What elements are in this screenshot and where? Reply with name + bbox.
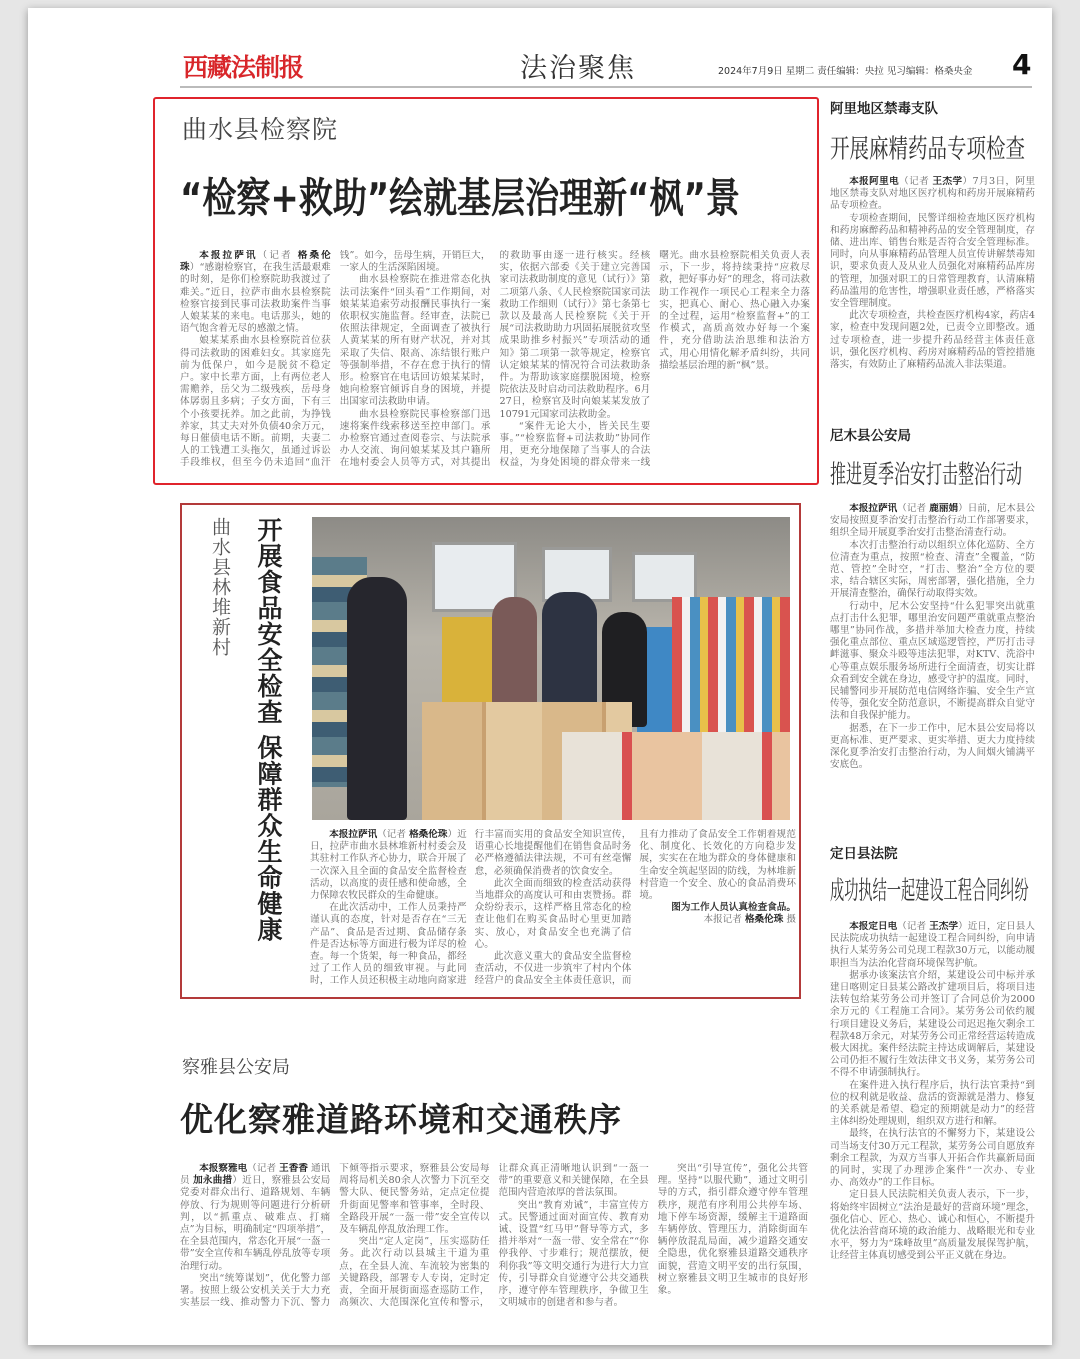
paragraph: 曲水县检察院民事检察部门迅速将案件线索移送至控申部门。承办检察官通过查阅卷宗、与法院承办人交流、询问娘某某及其户籍所在地村委会人员等方式，对其提出的救助事由逐一进行核实。经核实，依据六部委《关于建立完善国家司法救助制度的意见（试行）》第二项第八条、《人民检察院国家司法救助工作细则（试行）》第七条第七款以及最高人民检察院《关于开展“司法救助助力巩固拓展脱贫攻坚成果助推乡村振兴”专项活动的通知》第二项第一款等规定，检察官认定娘某某的情况符合司法救助条件。为帮助该家庭摆脱困境，检察院依法及时启动司法救助程序。6月27日，检察官及时向娘某某发放了10791元国家司法救助金。 bbox=[339, 250, 651, 469]
paragraph: 突出“引导宣传”，强化公共管理。坚持“以服代勤”，通过文明引导的方式，指引群众遵守停车管理秩序，规范有序利用公共停车场、地下停车场资源，缓解主干道路面车辆停放、管理压力，消除街面车辆停放混乱局面，减少道路交通安全隐患，优化察雅县道路交通秩序面貌，营造文明平安的出行氛围，树立察雅县文明卫生城市的良好形象。 bbox=[657, 1163, 808, 1297]
byline-prefix: （记者 bbox=[377, 829, 410, 840]
byline-suffix: ） bbox=[962, 176, 973, 187]
byline-suffix: ） bbox=[447, 829, 458, 840]
paragraph: “感谢检察官，在我生活最艰难的时刻，是你们检察院助我渡过了难关。”近日，拉萨市曲水县检察院检察官接到民事司法救助案件当事人娘某某的来电。电话那头，她的语气饱含着无尽的感激之情。 bbox=[180, 262, 331, 335]
person-inspector bbox=[347, 577, 407, 820]
paragraph: 突出“定人定岗”，压实巡防任务。此次行动以县城主干道为重点，在全县人流、车流较为密集的关键路段，部署专人专岗，定时定责，全面开展街面巡查巡防工作，高频次、大范围深化宣传和警示，让群众真正清晰地认识到“一盔一带”的重要意义和关键保障，在全县范围内营造浓厚的普法氛围。 bbox=[339, 1163, 649, 1309]
article-subtitle: 察雅县公安局 bbox=[182, 1057, 290, 1078]
article-body bbox=[830, 503, 1035, 808]
article-subtitle: 曲水县检察院 bbox=[182, 115, 339, 144]
byline-prefix: （记者 bbox=[257, 250, 298, 261]
issue-dateline: 2024年7月9日 星期二 责任编辑：央拉 见习编辑：格桑央金 bbox=[718, 66, 973, 77]
dateline-lead: 本报拉萨讯 bbox=[329, 829, 378, 840]
reporter-name: 王香香 bbox=[279, 1163, 308, 1174]
article-body bbox=[180, 250, 810, 476]
paragraph: 专项检查期间，民警详细检查地区医疗机构和药房麻醉药品和精神药品的安全管理制度，存储、进出库、销售台账是否符合安全管理标准。同时，向从事麻精药品管理人员宣传讲解禁毒知识，要求负责人及从业人员强化对麻精药品库房的管理，加强对职工的日常管理教育，认清麻精药品滥用的危害性，增强职业责任感，严格落实安全管理制度。 bbox=[830, 212, 1035, 310]
paragraph: 此次全面而细致的检查活动获得当地群众的高度认可和由衷赞扬。群众纷纷表示，这样严格且常态化的检查让他们在购买食品时心里更加踏实、放心，对食品安全也充满了信心。 bbox=[474, 877, 632, 950]
dateline-lead: 本报阿里电 bbox=[849, 176, 900, 187]
article-body bbox=[830, 921, 1035, 1316]
correspondent-name: 加永曲措 bbox=[193, 1175, 233, 1187]
article-headline: 成功执结一起建设工程合同纠纷 bbox=[830, 877, 1029, 907]
byline-suffix: ） bbox=[958, 921, 968, 932]
byline-suffix: ） bbox=[232, 1175, 243, 1187]
boxes bbox=[562, 732, 790, 820]
photographer-name: 格桑伦珠 bbox=[744, 914, 784, 926]
paragraph: 近日，察雅县公安局党委对群众出行、道路规划、车辆停放、行为规则等问题进行分析研判，以“抓重点、破难点、打痛点”为目标，明确制定“四项举措”，在全县范围内，常态化开展“一盔一带”安全宣传和车辆乱停乱放等专项治理行动。 bbox=[180, 1175, 331, 1272]
credit-suffix: 摄 bbox=[783, 914, 796, 926]
paragraph: 突出“教育劝诫”，丰富宣传方式。民警通过面对面宣传、教育劝诫、设置“红马甲”督导等方式，多措并举对“一盔一带、安全常在”“你停我停、寸步难行；规范摆放，便利你我”等文明交通行为进行大力宣传，引导群众自觉遵守公共交通秩序，遵守停车管理秩序，争做卫生文明城市的创建者和参与者。 bbox=[498, 1199, 649, 1309]
paragraph: 近日，定日县人民法院成功执结一起建设工程合同纠纷，向申请执行人某劳务公司兑现工程款30万元，以能动履职担当为法治化营商环境保驾护航。 bbox=[830, 921, 1035, 969]
photo-caption: 图为工作人员认真检查食品。 bbox=[671, 902, 796, 914]
article-headline: 推进夏季治安打击整治行动 bbox=[830, 458, 1023, 490]
paragraph: 曲水县检察院在推进常态化执法司法案件“回头看”工作期间，对娘某某追索劳动报酬民事执行一案依职权实施监督。经审查，法院已依照法律规定，全面调查了被执行人黄某某的所有财产状况，并对其采取了失信、限高、冻结银行账户等强制举措，不存在怠于执行的情形。检察官在电话回访娘某某时，她向检察官倾诉自身的困境，并提出国家司法救助申请。 bbox=[339, 274, 491, 408]
photo-credit bbox=[639, 914, 796, 926]
byline-prefix: （记者 bbox=[897, 921, 930, 932]
page-number: 4 bbox=[1012, 48, 1032, 81]
byline-suffix: ） bbox=[189, 262, 200, 274]
paragraph: 定日县人民法院相关负责人表示，下一步，将始终牢固树立“法治是最好的营商环境”理念，强化信心、匠心、热心、诚心和恒心，不断提升优化法治营商环境的政治能力、战略眼光和专业水平，努力为“珠峰故里”高质量发展保驾护航，让经营主体真切感受到公平正义就在身边。 bbox=[830, 1189, 1035, 1262]
article-body bbox=[310, 829, 796, 995]
article-kicker: 定日县法院 bbox=[830, 846, 898, 862]
reporter-name: 格桑伦珠 bbox=[409, 829, 448, 840]
paragraph: 此次专项检查，共检查医疗机构4家，药店4家，检查中发现问题2处，已责令立即整改。通过专项检查，进一步提升药品经营主体责任意识，强化医疗机构、药房对麻精药品的管控措施落实，有效防止了麻精药品流入非法渠道。 bbox=[830, 310, 1035, 371]
news-photo-store-inspection bbox=[312, 517, 790, 820]
paragraph: 在此次活动中，工作人员秉持严谨认真的态度，针对是否存在“三无产品”、食品是否过期、食品储存条件是否达标等方面进行极为详尽的检查。每一个货架，每一种食品，都经过了工作人员的细致审视。与此同时，工作人员还积极主动地向商家进行丰富而实用的食品安全知识宣传，语重心长地提醒他们在销售食品时务必严格遵循法律法规，不可有丝毫懈怠，必须确保消费者的饮食安全。 bbox=[310, 829, 632, 987]
dateline-lead: 本报定日电 bbox=[849, 921, 898, 932]
dateline-lead: 本报拉萨讯 bbox=[849, 503, 898, 514]
paragraph: 最终，在执行法官的不懈努力下，某建设公司当场支付30万元工程款，某劳务公司自愿放弃剩余工程款，为双方当事人开拓合作共赢新局面的同时，实现了办理涉企案件“一次办、专业办、高效办”的工作目标。 bbox=[830, 1128, 1035, 1189]
dateline-lead: 本报拉萨讯 bbox=[199, 250, 258, 261]
section-title: 法治聚焦 bbox=[520, 53, 636, 84]
paragraph: 此次意义重大的食品安全监督检查活动，不仅进一步筑牢了村内个体经营户的食品安全主体责任意识，而且有力推动了食品安全工作朝着规范化、制度化、长效化的方向稳步发展，实实在在地为群众的身体健康和生命安全筑起坚固的防线，为林堆新村营造一个安全、放心的食品消费环境。 bbox=[474, 829, 796, 987]
article-kicker: 阿里地区禁毒支队 bbox=[830, 101, 938, 117]
article-headline: 开展食品安全检查 保障群众生命健康 bbox=[254, 517, 283, 943]
reporter-name: 王杰学 bbox=[929, 921, 959, 932]
article-body bbox=[180, 1163, 808, 1318]
paragraph: “案件无论大小，皆关民生要事。”“检察监督+司法救助”协同作用，更充分地保障了当事人的合法权益，为身处困境的群众带来一线曙光。曲水县检察院相关负责人表示，下一步，将持续秉持“应救尽救，把好事办好”的理念，将司法救助工作视作一项民心工程来全力落实，把真心、耐心、热心融入办案的全过程，运用“检察监督+”的工作模式，高质高效办好每一个案件，充分借助法治思维和法治方式，用心用情化解矛盾纠纷，共同描绘基层治理的新“枫”景。 bbox=[499, 250, 810, 469]
paragraph: 突出“统筹谋划”，优化警力部署。按照上级公安机关关于大力充实基层一线、推动警力下沉、警力下倾等指示要求，察雅县公安局每周将局机关80余人次警力下沉至交警大队、便民警务站，定点定位提升街面见警率和管事率，全时段、全路段开展“一盔一带”安全宣传以及车辆乱停乱放治理工作。 bbox=[180, 1163, 490, 1309]
paragraph: 行动中，尼木公安坚持“什么犯罪突出就重点打击什么犯罪，哪里治安问题严重就重点整治哪里”协同作战，多措并举加大检查力度，持续强化重点部位、重点区域巡逻管控，严厉打击寻衅滋事、聚众斗殴等违法犯罪，对KTV、洗浴中心等重点娱乐服务场所进行全面清查，切实让群众看到安全就在身边，感受守护的温度。同时，民辅警同步开展防范电信网络诈骗、安全生产宣传等，强化安全防范意识，不断提高群众自觉守法和自我保护能力。 bbox=[830, 600, 1035, 722]
article-kicker: 尼木县公安局 bbox=[830, 428, 911, 444]
paragraph: 在案件进入执行程序后，执行法官秉持“到位的权利就是收益、盘活的资源就是潜力、修复的关系就是希望、稳定的预期就是动力”的经营主体纠纷处理规则，组织双方进行和解。 bbox=[830, 1079, 1035, 1128]
paragraph: 本次打击整治行动以组织立体化巡防、全方位清查为重点，按照“检查、清查”全覆盖，“防范、管控”全时空，“打击、整治”全方位的要求，结合辖区实际，周密部署，强化措施，全力开展清查整治，确保行动取得实效。 bbox=[830, 539, 1035, 600]
paragraph: 据承办该案法官介绍，某建设公司中标并承建日喀则定日县某公路改扩建项目后，将项目违法转包给某劳务公司并签订了合同总价为2000余万元的《工程施工合同》。某劳务公司依约履行项目建设义务后，某建设公司迟迟拖欠剩余工程款48万余元，对某劳务公司正常经营运转造成极大困扰。案件经法院主持达成调解后，某建设公司仍拒不履行生效法律文书义务，某劳务公司不得不申请强制执行。 bbox=[830, 969, 1035, 1079]
byline-prefix: （记者 bbox=[897, 503, 930, 514]
dateline-lead: 本报察雅电 bbox=[199, 1163, 248, 1174]
byline-suffix: ） bbox=[958, 503, 968, 514]
paragraph: 据悉，在下一步工作中，尼木县公安局将以更高标准、更严要求、更实举措、更大力度持续深化夏季治安打击整治行动，为人间烟火铺满平安底色。 bbox=[830, 722, 1035, 771]
header-divider bbox=[180, 86, 1032, 88]
byline-prefix: （记者 bbox=[247, 1163, 280, 1174]
article-headline: “检察+救助”绘就基层治理新“枫”景 bbox=[180, 174, 740, 223]
paragraph: 娘某某系曲水县检察院首位获得司法救助的困难妇女。其家庭先前为低保户，如今是脱贫不稳定户。家中长辈方面，上有两位老人需赡养，岳父为二级残疾，岳母身体孱弱且多病；子女方面，下有三个小孩要抚养。加之此前，为挣钱养家，其丈夫对外负债40余万元，每日催债电话不断。前期，夫妻二人的工钱遭工头拖欠，虽通过诉讼手段维权，但至今仍未追回“血汗钱”。如今，岳母生病，开销巨大，一家人的生活深陷困境。 bbox=[180, 250, 491, 469]
article-subtitle: 曲水县林堆新村 bbox=[209, 517, 231, 657]
article-headline: 优化察雅道路环境和交通秩序 bbox=[180, 1100, 622, 1139]
article-headline: 开展麻精药品专项检查 bbox=[830, 133, 1026, 165]
article-body bbox=[830, 176, 1035, 391]
credit-prefix: 本报记者 bbox=[703, 914, 745, 926]
window bbox=[632, 552, 697, 602]
paragraph: 7月3日，阿里地区禁毒支队对地区医疗机构和药房开展麻精药品专项检查。 bbox=[830, 176, 1035, 212]
reporter-name: 王杰学 bbox=[932, 176, 963, 187]
person bbox=[492, 597, 537, 717]
reporter-name: 格桑伦珠 bbox=[180, 250, 331, 274]
byline-prefix: （记者 bbox=[899, 176, 933, 187]
paragraph: 日前，尼木县公安局按照夏季治安打击整治行动工作部署要求，组织全局开展夏季治安打击整治清查行动。 bbox=[830, 503, 1035, 539]
byline-middle: 通讯员 bbox=[180, 1163, 331, 1187]
reporter-name: 鹿丽娟 bbox=[929, 503, 959, 514]
newspaper-logo: 西藏法制报 bbox=[183, 53, 304, 82]
paragraph: 近日，拉萨市曲水县林堆新村村委会及其驻村工作队齐心协力，联合开展了一次深入且全面的食品安全监督检查活动，以高度的责任感和使命感，全力保障农牧民群众的生命健康。 bbox=[310, 829, 467, 902]
